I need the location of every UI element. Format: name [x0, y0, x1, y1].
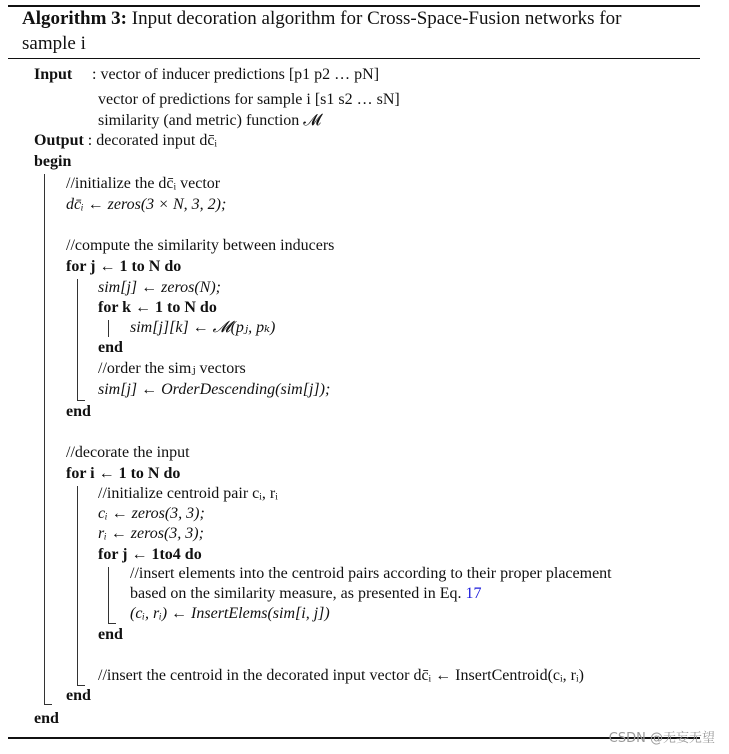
algorithm-title-text: Input decoration algorithm for Cross-Space-Fusion networks for: [131, 8, 622, 29]
statement-insert-centroid: //insert the centroid in the decorated input vector dc̄ᵢ ← InsertCentroid(cᵢ, rᵢ): [98, 667, 584, 684]
statement-sim-zeros: sim[j] ← zeros(N);: [98, 279, 221, 296]
bottom-rule: [8, 737, 700, 739]
for-j2-block-line: [108, 567, 109, 623]
begin-block-line: [44, 174, 45, 704]
for-j-block-line: [77, 279, 78, 400]
for-j2-block-hook: [108, 623, 116, 624]
comment-compute-similarity: //compute the similarity between inducers: [66, 237, 335, 254]
comment-initialize-vector: //initialize the dc̄ᵢ vector: [66, 175, 221, 192]
input-label: Input: [34, 66, 73, 83]
comment-initialize-centroid: //initialize centroid pair cᵢ, rᵢ: [98, 485, 278, 502]
algorithm-title: [22, 7, 621, 31]
algorithm-label: Algorithm 3:: [22, 8, 128, 29]
output-line: [34, 131, 217, 151]
output-label: Output: [34, 132, 84, 149]
end-begin: end: [34, 710, 59, 727]
statement-sim-metric: sim[j][k] ← 𝓜(pⱼ, pₖ): [130, 319, 276, 336]
begin-keyword: begin: [34, 153, 72, 170]
comment-order-sim: //order the simⱼ vectors: [98, 360, 246, 377]
comment-insert-elements-text: based on the similarity measure, as presented in Eq.: [130, 585, 462, 602]
for-loop-i: for i ← 1 to N do: [66, 465, 181, 482]
equation-reference-link[interactable]: 17: [465, 585, 482, 602]
for-i-block-line: [77, 486, 78, 685]
statement-c-zeros: cᵢ ← zeros(3, 3);: [98, 505, 205, 522]
statement-zeros-dc: dc̄ᵢ ← zeros(3 × N, 3, 2);: [66, 196, 227, 213]
for-k-block-line: [108, 320, 109, 337]
statement-order-descending: sim[j] ← OrderDescending(sim[j]);: [98, 381, 331, 398]
title-rule: [8, 58, 700, 59]
for-loop-k: for k ← 1 to N do: [98, 299, 217, 316]
end-for-j: end: [66, 403, 91, 420]
for-j-block-hook: [77, 400, 85, 401]
end-for-j2: end: [98, 626, 123, 643]
algorithm-title-line2: sample i: [22, 33, 86, 54]
comment-insert-elements-1: //insert elements into the centroid pairs according to their proper placement: [130, 565, 612, 582]
statement-r-zeros: rᵢ ← zeros(3, 3);: [98, 525, 204, 542]
input-line-3: similarity (and metric) function 𝓜: [98, 112, 322, 129]
begin-block-hook: [44, 704, 52, 705]
output-text: : decorated input dc̄ᵢ: [87, 132, 218, 149]
for-loop-j: for j ← 1 to N do: [66, 258, 182, 275]
input-line-1: : vector of inducer predictions [p1 p2 … pN]: [92, 66, 380, 83]
comment-insert-elements-2: [130, 584, 481, 604]
end-for-k: end: [98, 339, 123, 356]
end-for-i: end: [66, 687, 91, 704]
watermark-text: CSDN @无妄无望: [608, 731, 715, 746]
statement-insert-elems: (cᵢ, rᵢ) ← InsertElems(sim[i, j]): [130, 605, 330, 622]
input-line-2: vector of predictions for sample i [s1 s2 … sN]: [98, 91, 400, 108]
comment-decorate-input: //decorate the input: [66, 444, 190, 461]
for-loop-j2: for j ← 1to4 do: [98, 546, 202, 563]
